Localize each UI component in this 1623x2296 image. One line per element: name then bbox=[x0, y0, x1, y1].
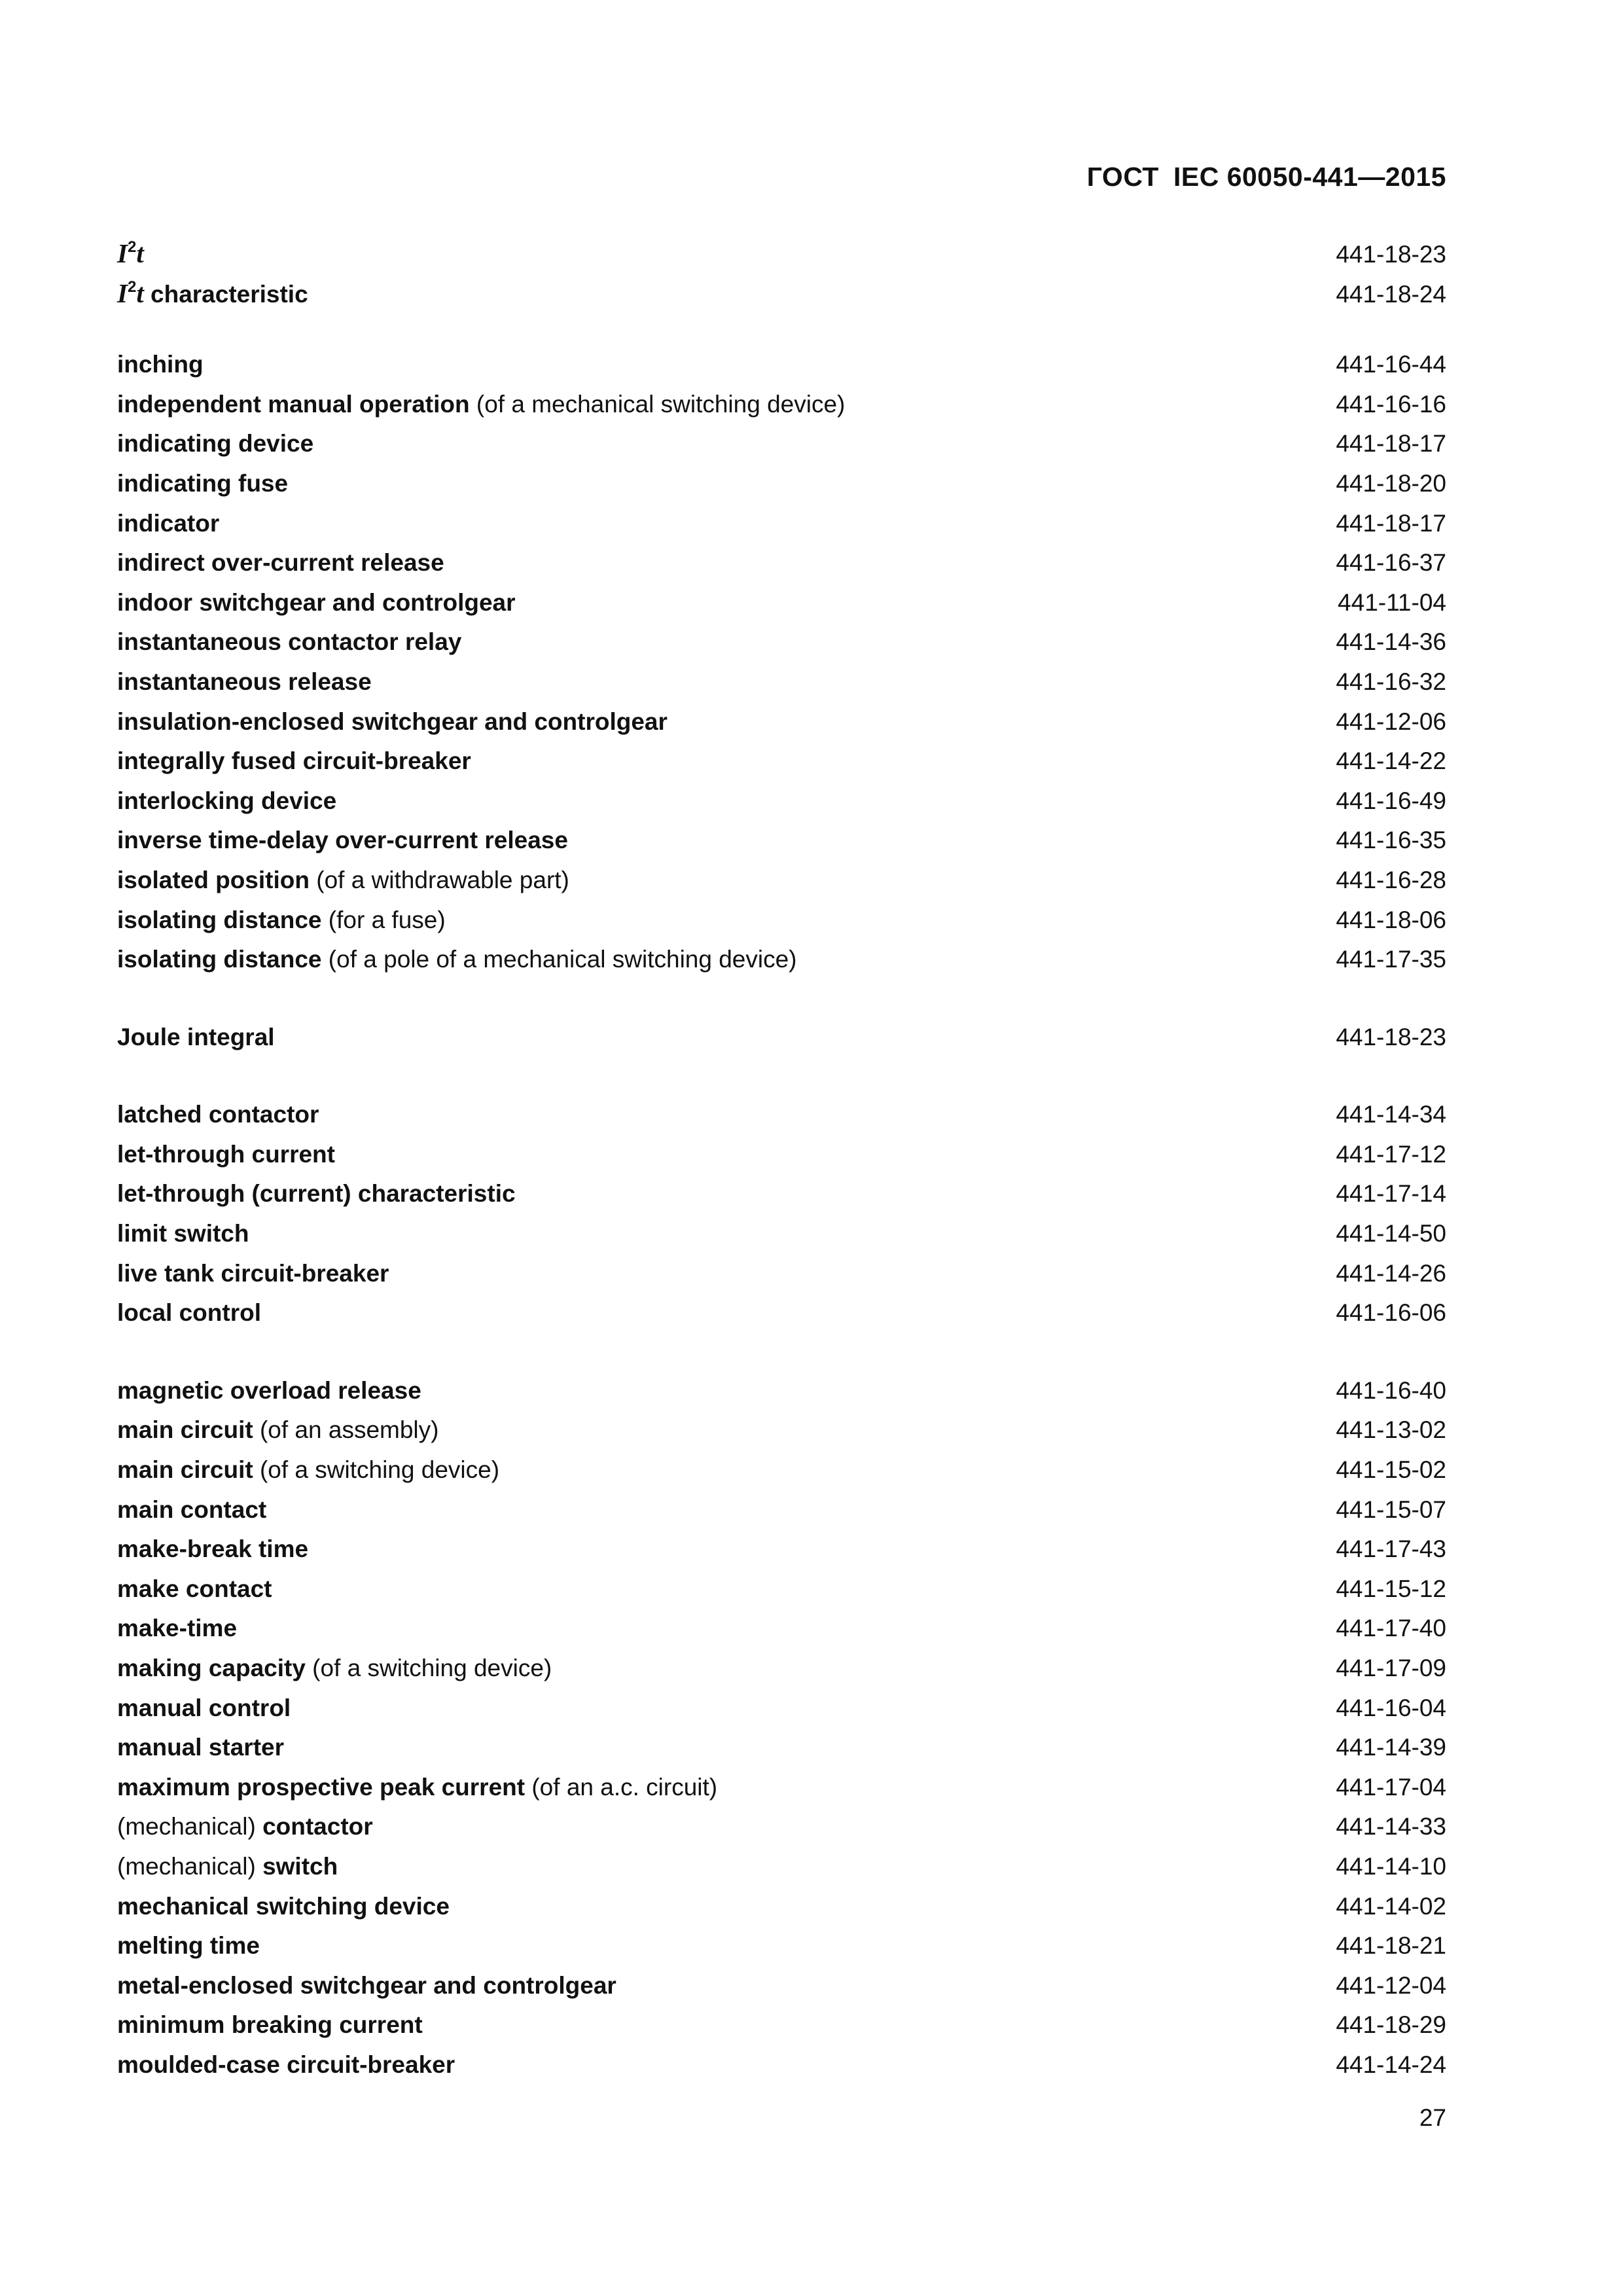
index-entry bbox=[117, 702, 1446, 742]
entry-reference-code: 441-18-23 bbox=[1336, 1023, 1446, 1050]
index-entry bbox=[117, 1450, 1446, 1490]
entry-term bbox=[117, 504, 219, 544]
term-name: instantaneous contactor relay bbox=[117, 628, 462, 656]
index-entry bbox=[117, 583, 1446, 623]
index-entry bbox=[117, 1807, 1446, 1847]
index-entry bbox=[117, 1410, 1446, 1450]
index-entry bbox=[117, 1926, 1446, 1966]
index-entry bbox=[117, 1728, 1446, 1768]
index-entry bbox=[117, 781, 1446, 821]
term-name: independent manual operation bbox=[117, 390, 470, 418]
index-entry bbox=[117, 821, 1446, 861]
entry-term bbox=[117, 1410, 438, 1450]
term-name: indicating fuse bbox=[117, 469, 289, 497]
entry-reference-code: 441-18-06 bbox=[1336, 906, 1446, 933]
entry-reference-code: 441-14-22 bbox=[1336, 747, 1446, 775]
index-entry bbox=[117, 1174, 1446, 1214]
entry-term bbox=[117, 2045, 455, 2085]
term-name: magnetic overload release bbox=[117, 1376, 421, 1404]
term-name: switch bbox=[262, 1852, 338, 1880]
symbol-base: I bbox=[117, 238, 128, 268]
index-group bbox=[117, 1371, 1446, 2085]
entry-reference-code: 441-16-40 bbox=[1336, 1376, 1446, 1404]
index-group bbox=[117, 1018, 1446, 1058]
entry-term bbox=[117, 702, 668, 742]
entry-reference-code: 441-14-02 bbox=[1336, 1892, 1446, 1920]
term-prefix: (mechanical) bbox=[117, 1852, 263, 1880]
index-entry bbox=[117, 1847, 1446, 1887]
index-entry bbox=[117, 1689, 1446, 1729]
symbol-base: I bbox=[117, 278, 128, 308]
term-name: isolating distance bbox=[117, 906, 322, 933]
term-name: interlocking device bbox=[117, 787, 337, 814]
term-name: insulation-enclosed switchgear and controlgear bbox=[117, 708, 668, 735]
index-entry bbox=[117, 424, 1446, 464]
term-name: local control bbox=[117, 1299, 261, 1327]
entry-term bbox=[117, 1887, 450, 1927]
document-header bbox=[1087, 162, 1446, 192]
term-name: limit switch bbox=[117, 1220, 249, 1247]
entry-term bbox=[117, 821, 568, 861]
entry-reference-code: 441-16-28 bbox=[1336, 866, 1446, 893]
term-qualifier: (of an a.c. circuit) bbox=[525, 1773, 718, 1801]
entry-reference-code: 441-14-24 bbox=[1336, 2051, 1446, 2078]
term-name: characteristic bbox=[143, 280, 308, 308]
entry-reference-code: 441-16-35 bbox=[1336, 827, 1446, 854]
term-prefix: (mechanical) bbox=[117, 1813, 263, 1840]
index-entry bbox=[117, 464, 1446, 504]
index-entry bbox=[117, 1135, 1446, 1175]
index-entry bbox=[117, 1018, 1446, 1058]
term-name: melting time bbox=[117, 1932, 260, 1960]
entry-reference-code: 441-12-06 bbox=[1336, 708, 1446, 735]
index-entry bbox=[117, 1214, 1446, 1254]
symbol-variable: t bbox=[136, 238, 144, 268]
term-name: moulded-case circuit-breaker bbox=[117, 2051, 455, 2078]
symbol-superscript: 2 bbox=[127, 238, 137, 256]
entry-reference-code: 441-16-16 bbox=[1336, 390, 1446, 418]
entry-reference-code: 441-14-26 bbox=[1336, 1259, 1446, 1287]
entry-term bbox=[117, 1966, 616, 2006]
entry-reference-code: 441-18-20 bbox=[1336, 469, 1446, 497]
entry-term bbox=[117, 464, 288, 504]
entry-term bbox=[117, 622, 461, 662]
entry-term bbox=[117, 1926, 260, 1966]
entry-reference-code: 441-14-10 bbox=[1336, 1852, 1446, 1880]
entry-term bbox=[117, 1530, 308, 1570]
index-entry bbox=[117, 1966, 1446, 2006]
term-name: instantaneous release bbox=[117, 668, 372, 695]
term-name: indoor switchgear and controlgear bbox=[117, 588, 516, 616]
entry-term bbox=[117, 940, 797, 980]
entry-term bbox=[117, 1450, 499, 1490]
entry-term bbox=[117, 1728, 284, 1768]
index-entry bbox=[117, 742, 1446, 781]
term-qualifier: (of a switching device) bbox=[305, 1655, 552, 1681]
entry-reference-code: 441-16-32 bbox=[1336, 668, 1446, 695]
index-entry bbox=[117, 268, 1446, 308]
term-name: let-through current bbox=[117, 1140, 335, 1168]
entry-term bbox=[117, 385, 845, 425]
entry-reference-code: 441-15-12 bbox=[1336, 1575, 1446, 1602]
entry-term bbox=[117, 1254, 389, 1294]
index-group bbox=[117, 345, 1446, 980]
entry-reference-code: 441-17-09 bbox=[1336, 1655, 1446, 1681]
entry-reference-code: 441-18-21 bbox=[1336, 1932, 1446, 1960]
entry-term bbox=[117, 901, 446, 941]
term-name: make contact bbox=[117, 1575, 272, 1602]
index-entry bbox=[117, 1490, 1446, 1530]
header-prefix: ГОСТ bbox=[1086, 162, 1159, 192]
entry-term bbox=[117, 2005, 423, 2045]
term-name: make-time bbox=[117, 1615, 238, 1642]
entry-reference-code: 441-17-43 bbox=[1336, 1535, 1446, 1563]
term-name: Joule integral bbox=[117, 1023, 275, 1050]
index-entry bbox=[117, 385, 1446, 425]
term-name: integrally fused circuit-breaker bbox=[117, 747, 471, 775]
term-name: metal-enclosed switchgear and controlgear bbox=[117, 1971, 616, 1999]
index-entry bbox=[117, 622, 1446, 662]
entry-term bbox=[117, 543, 444, 583]
entry-term bbox=[117, 1018, 275, 1058]
index-entry bbox=[117, 1371, 1446, 1411]
term-name: main circuit bbox=[117, 1416, 253, 1444]
entry-reference-code: 441-16-06 bbox=[1336, 1299, 1446, 1327]
entry-reference-code: 441-15-07 bbox=[1336, 1496, 1446, 1523]
term-index bbox=[117, 228, 1446, 2085]
header-standard-code: IEC 60050-441—2015 bbox=[1173, 162, 1446, 192]
entry-term bbox=[117, 1135, 335, 1175]
entry-term bbox=[117, 781, 336, 821]
symbol-superscript: 2 bbox=[127, 278, 137, 296]
index-entry bbox=[117, 504, 1446, 544]
term-name: make-break time bbox=[117, 1535, 309, 1563]
index-entry bbox=[117, 2005, 1446, 2045]
index-entry bbox=[117, 345, 1446, 385]
entry-reference-code: 441-14-33 bbox=[1336, 1813, 1446, 1840]
entry-term bbox=[117, 1609, 237, 1649]
symbol-variable: t bbox=[136, 278, 144, 308]
index-entry bbox=[117, 662, 1446, 702]
term-qualifier: (of an assembly) bbox=[253, 1416, 439, 1444]
term-name: let-through (current) characteristic bbox=[117, 1180, 516, 1208]
entry-reference-code: 441-18-29 bbox=[1336, 2011, 1446, 2039]
entry-reference-code: 441-17-35 bbox=[1336, 946, 1446, 973]
term-name: main circuit bbox=[117, 1456, 253, 1484]
entry-reference-code: 441-18-23 bbox=[1336, 241, 1446, 268]
entry-reference-code: 441-16-44 bbox=[1336, 351, 1446, 378]
index-entry bbox=[117, 861, 1446, 901]
entry-term bbox=[117, 1649, 552, 1689]
index-entry bbox=[117, 2045, 1446, 2085]
entry-reference-code: 441-11-04 bbox=[1338, 588, 1446, 616]
term-name: isolated position bbox=[117, 866, 310, 893]
entry-term bbox=[117, 1293, 261, 1333]
entry-term bbox=[117, 1214, 249, 1254]
term-name: maximum prospective peak current bbox=[117, 1773, 526, 1801]
entry-term bbox=[117, 583, 516, 623]
index-group bbox=[117, 228, 1446, 307]
term-name: indirect over-current release bbox=[117, 549, 444, 577]
entry-reference-code: 441-16-49 bbox=[1336, 787, 1446, 814]
entry-reference-code: 441-17-14 bbox=[1336, 1180, 1446, 1208]
entry-reference-code: 441-17-12 bbox=[1336, 1140, 1446, 1168]
index-entry bbox=[117, 1887, 1446, 1927]
entry-reference-code: 441-15-02 bbox=[1336, 1456, 1446, 1484]
index-entry bbox=[117, 1254, 1446, 1294]
entry-reference-code: 441-17-04 bbox=[1336, 1773, 1446, 1801]
entry-reference-code: 441-14-50 bbox=[1336, 1220, 1446, 1247]
entry-term bbox=[117, 268, 308, 315]
term-name: minimum breaking current bbox=[117, 2011, 423, 2039]
term-name: manual control bbox=[117, 1694, 291, 1721]
term-qualifier: (for a fuse) bbox=[321, 906, 446, 933]
entry-term bbox=[117, 1570, 272, 1609]
term-name: mechanical switching device bbox=[117, 1892, 450, 1920]
entry-reference-code: 441-14-36 bbox=[1336, 628, 1446, 656]
entry-reference-code: 441-13-02 bbox=[1336, 1416, 1446, 1444]
term-name: indicator bbox=[117, 509, 220, 537]
entry-reference-code: 441-17-40 bbox=[1336, 1615, 1446, 1642]
entry-term bbox=[117, 1689, 291, 1729]
index-entry bbox=[117, 901, 1446, 941]
entry-reference-code: 441-14-39 bbox=[1336, 1734, 1446, 1761]
entry-reference-code: 441-14-34 bbox=[1336, 1101, 1446, 1128]
entry-reference-code: 441-16-04 bbox=[1336, 1694, 1446, 1721]
index-entry bbox=[117, 228, 1446, 268]
index-entry bbox=[117, 1609, 1446, 1649]
index-group bbox=[117, 1095, 1446, 1333]
term-qualifier: (of a switching device) bbox=[253, 1456, 500, 1484]
entry-reference-code: 441-18-24 bbox=[1336, 280, 1446, 308]
term-name: inching bbox=[117, 351, 204, 378]
index-entry bbox=[117, 1649, 1446, 1689]
entry-term bbox=[117, 1174, 516, 1214]
term-name: making capacity bbox=[117, 1655, 306, 1681]
entry-term bbox=[117, 861, 569, 901]
entry-term bbox=[117, 1095, 319, 1135]
entry-term bbox=[117, 662, 372, 702]
entry-term bbox=[117, 1371, 421, 1411]
term-qualifier: (of a mechanical switching device) bbox=[469, 390, 846, 418]
index-entry bbox=[117, 1570, 1446, 1609]
index-entry bbox=[117, 543, 1446, 583]
entry-reference-code: 441-16-37 bbox=[1336, 549, 1446, 577]
term-name: main contact bbox=[117, 1496, 267, 1523]
entry-reference-code: 441-18-17 bbox=[1336, 509, 1446, 537]
entry-term bbox=[117, 1490, 266, 1530]
entry-term bbox=[117, 1768, 717, 1808]
entry-term bbox=[117, 424, 313, 464]
entry-term bbox=[117, 345, 204, 385]
term-qualifier: (of a pole of a mechanical switching device) bbox=[321, 946, 797, 973]
index-entry bbox=[117, 1293, 1446, 1333]
term-name: indicating device bbox=[117, 430, 314, 457]
index-entry bbox=[117, 1530, 1446, 1570]
entry-reference-code: 441-18-17 bbox=[1336, 430, 1446, 457]
term-name: manual starter bbox=[117, 1734, 284, 1761]
term-name: inverse time-delay over-current release bbox=[117, 827, 568, 854]
index-entry bbox=[117, 1095, 1446, 1135]
entry-term bbox=[117, 1847, 338, 1887]
index-entry bbox=[117, 940, 1446, 980]
entry-reference-code: 441-12-04 bbox=[1336, 1971, 1446, 1999]
entry-term bbox=[117, 742, 471, 781]
term-name: latched contactor bbox=[117, 1101, 319, 1128]
term-name: contactor bbox=[262, 1813, 373, 1840]
page-number: 27 bbox=[1419, 2104, 1446, 2131]
term-qualifier: (of a withdrawable part) bbox=[309, 866, 569, 893]
term-name: isolating distance bbox=[117, 946, 322, 973]
term-name: live tank circuit-breaker bbox=[117, 1259, 389, 1287]
entry-term bbox=[117, 1807, 373, 1847]
index-entry bbox=[117, 1768, 1446, 1808]
